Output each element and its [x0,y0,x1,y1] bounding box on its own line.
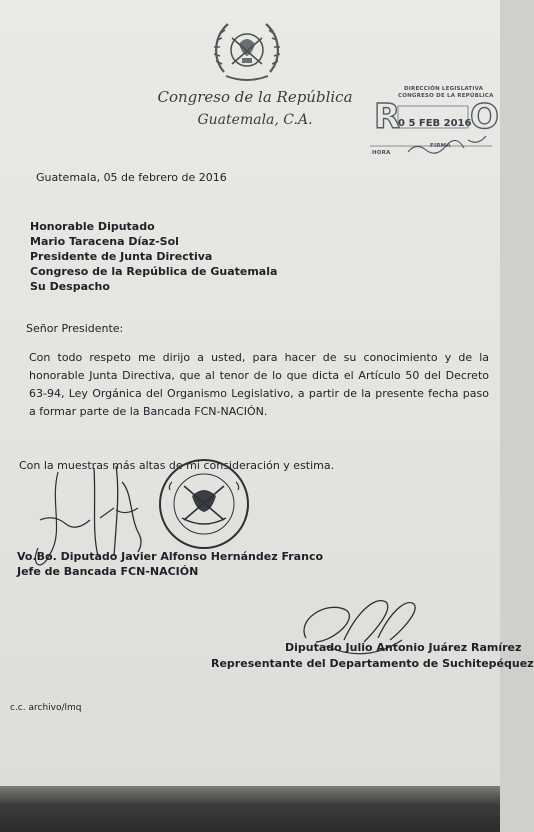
salutation: Señor Presidente: [26,322,124,335]
cc-line: c.c. archivo/lmq [10,703,82,713]
svg-text:R: R [374,97,401,137]
institution-city: Guatemala, C.A. [197,112,313,128]
stamp-line-1: DIRECCIÓN LEGISLATIVA [404,86,484,92]
stamp-firma-label: FIRMA [430,143,451,149]
closing-line: Con la muestras más altas de mi consideración y estima. [19,459,335,472]
recipient-line-3: Presidente de Junta Directiva [30,250,213,263]
signatory-right-title: Representante del Departamento de Suchitepéquez [211,657,534,670]
stamp-hora-label: HORA [372,150,391,156]
signatory-right-name: Diputado Julio Antonio Juárez Ramírez [285,641,522,654]
institution-name: Congreso de la República [157,88,353,106]
signature-left [20,462,160,602]
coat-of-arms-icon [210,14,284,86]
svg-text:O: O [470,97,499,137]
recipient-line-4: Congreso de la República de Guatemala [30,265,278,278]
stamp-line-2: CONGRESO DE LA REPÚBLICA [398,93,494,99]
official-seal [156,456,252,552]
signatory-left-name: Vo.Bo. Diputado Javier Alfonso Hernández Franco [17,550,324,563]
recipient-line-5: Su Despacho [30,280,110,293]
stamp-date: 0 5 FEB 2016 [398,118,472,129]
recipient-line-1: Honorable Diputado [30,220,155,233]
signatory-left-title: Jefe de Bancada FCN-NACIÓN [17,565,199,578]
date-line: Guatemala, 05 de febrero de 2016 [36,171,227,184]
body-paragraph: Con todo respeto me dirijo a usted, para hacer de su conocimiento y de la honorable Junta Directiva, que al tenor de lo que dicta el Artículo 50 del Decreto 63-94, Ley Orgánica del Organismo Legislativo, a partir de la presente fecha paso a formar parte de la Bancada FCN-NACIÓN. [29,351,489,418]
page-bottom-edge [0,786,500,832]
recipient-line-2: Mario Taracena Díaz-Sol [30,235,179,248]
